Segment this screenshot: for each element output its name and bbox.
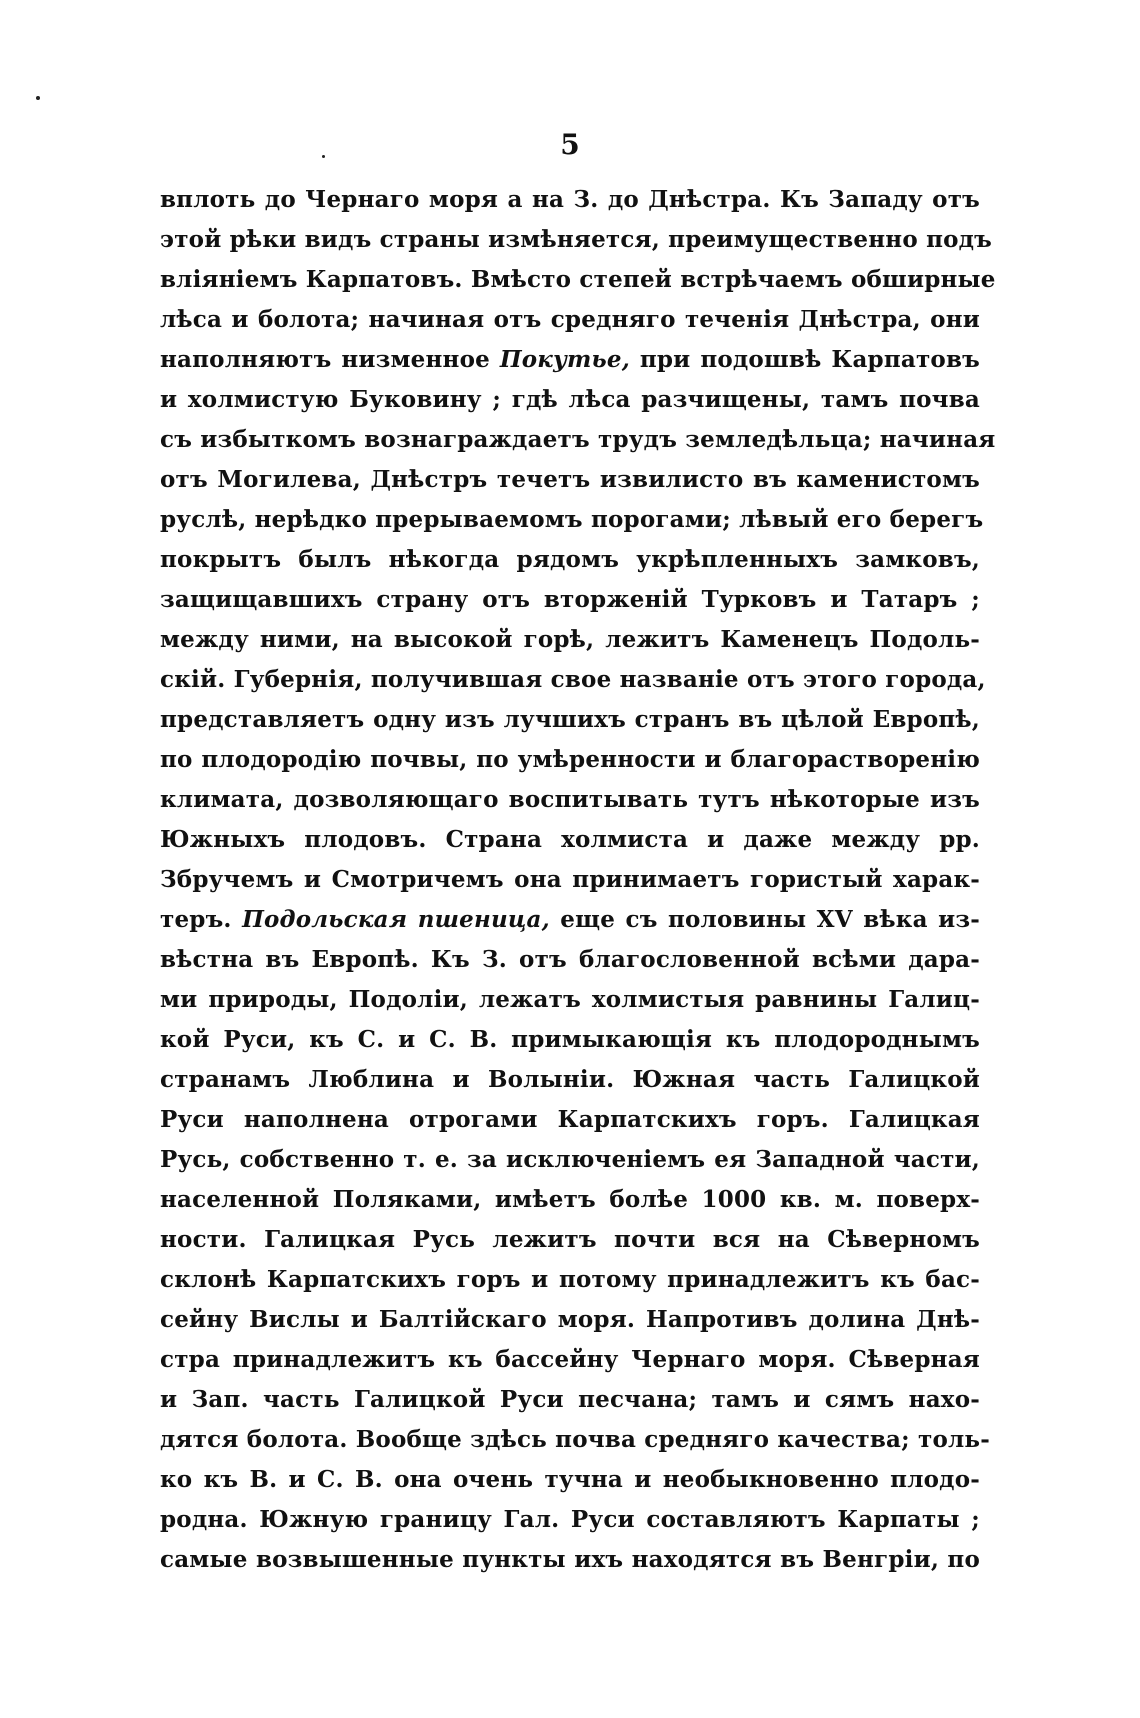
text-line: дятся болота. Вообще здѣсь почва средняго качества; толь-	[160, 1426, 990, 1453]
text-line: лѣса и болота; начиная отъ средняго теченія Днѣстра, они	[160, 306, 980, 333]
text-line: вѣстна въ Европѣ. Къ З. отъ благословенной всѣми дара-	[160, 946, 980, 973]
text-run: наполняютъ низменное	[160, 346, 500, 373]
text-line: защищавшихъ страну отъ вторженій Турковъ и Татаръ ;	[160, 586, 980, 613]
text-line: склонѣ Карпатскихъ горъ и потому принадлежитъ къ бас-	[160, 1266, 980, 1293]
text-line: скій. Губернія, получившая свое названіе отъ этого города,	[160, 666, 986, 693]
text-line: между ними, на высокой горѣ, лежитъ Каменецъ Подоль-	[160, 626, 980, 653]
text-run: еще съ половины XV вѣка из-	[549, 906, 980, 933]
text-line: и Зап. часть Галицкой Руси песчана; тамъ и сямъ нахо-	[160, 1386, 980, 1413]
text-line	[160, 340, 980, 380]
italic-term: Покутье,	[499, 346, 630, 373]
text-line: Збручемъ и Смотричемъ она принимаетъ гористый харак-	[160, 866, 980, 893]
text-line: стра принадлежитъ къ бассейну Чернаго моря. Сѣверная	[160, 1346, 980, 1373]
text-line: покрытъ былъ нѣкогда рядомъ укрѣпленныхъ замковъ,	[160, 546, 980, 573]
text-line: Руси наполнена отрогами Карпатскихъ горъ. Галицкая	[160, 1106, 980, 1133]
text-line: ми природы, Подоліи, лежатъ холмистыя равнины Галиц-	[160, 986, 980, 1013]
text-line: по плодородію почвы, по умѣренности и благорастворенію	[160, 746, 980, 773]
text-line: Южныхъ плодовъ. Страна холмиста и даже между рр.	[160, 826, 980, 853]
text-line: населенной Поляками, имѣетъ болѣе 1000 кв. м. поверх-	[160, 1186, 980, 1213]
text-line: самые возвышенные пункты ихъ находятся въ Венгріи, по	[160, 1546, 980, 1573]
text-run: при подошвѣ Карпатовъ	[629, 346, 980, 373]
text-line: отъ Могилева, Днѣстръ течетъ извилисто въ каменистомъ	[160, 466, 980, 493]
text-line: родна. Южную границу Гал. Руси составляютъ Карпаты ;	[160, 1506, 980, 1533]
text-line: сейну Вислы и Балтійскаго моря. Напротивъ долина Днѣ-	[160, 1306, 980, 1333]
text-line: странамъ Люблина и Волыніи. Южная часть Галицкой	[160, 1066, 980, 1093]
text-line: ности. Галицкая Русь лежитъ почти вся на Сѣверномъ	[160, 1226, 980, 1253]
italic-term: Подольская пшеница,	[242, 906, 550, 933]
text-line: этой рѣки видъ страны измѣняется, преимущественно подъ	[160, 226, 993, 253]
text-line: ко къ В. и С. В. она очень тучна и необыкновенно плодо-	[160, 1466, 980, 1493]
text-line: кой Руси, къ С. и С. В. примыкающія къ плодороднымъ	[160, 1026, 980, 1053]
text-run: теръ.	[160, 906, 243, 933]
page-number: 5	[560, 128, 580, 161]
text-line: представляетъ одну изъ лучшихъ странъ въ цѣлой Европѣ,	[160, 706, 980, 733]
text-line: Русь, собственно т. е. за исключеніемъ ея Западной части,	[160, 1146, 980, 1173]
text-line: вліяніемъ Карпатовъ. Вмѣсто степей встрѣчаемъ обширные	[160, 266, 996, 293]
body-text	[160, 180, 996, 1580]
text-line: климата, дозволяющаго воспитывать тутъ нѣкоторые изъ	[160, 786, 980, 813]
text-line	[160, 900, 980, 940]
print-speck	[36, 96, 40, 100]
text-line: и холмистую Буковину ; гдѣ лѣса разчищены, тамъ почва	[160, 386, 980, 413]
text-line: вплоть до Чернаго моря а на З. до Днѣстра. Къ Западу отъ	[160, 186, 980, 213]
text-line: съ избыткомъ вознаграждаетъ трудъ земледѣльца; начиная	[160, 426, 996, 453]
text-line: руслѣ, нерѣдко прерываемомъ порогами; лѣвый его берегъ	[160, 506, 984, 533]
